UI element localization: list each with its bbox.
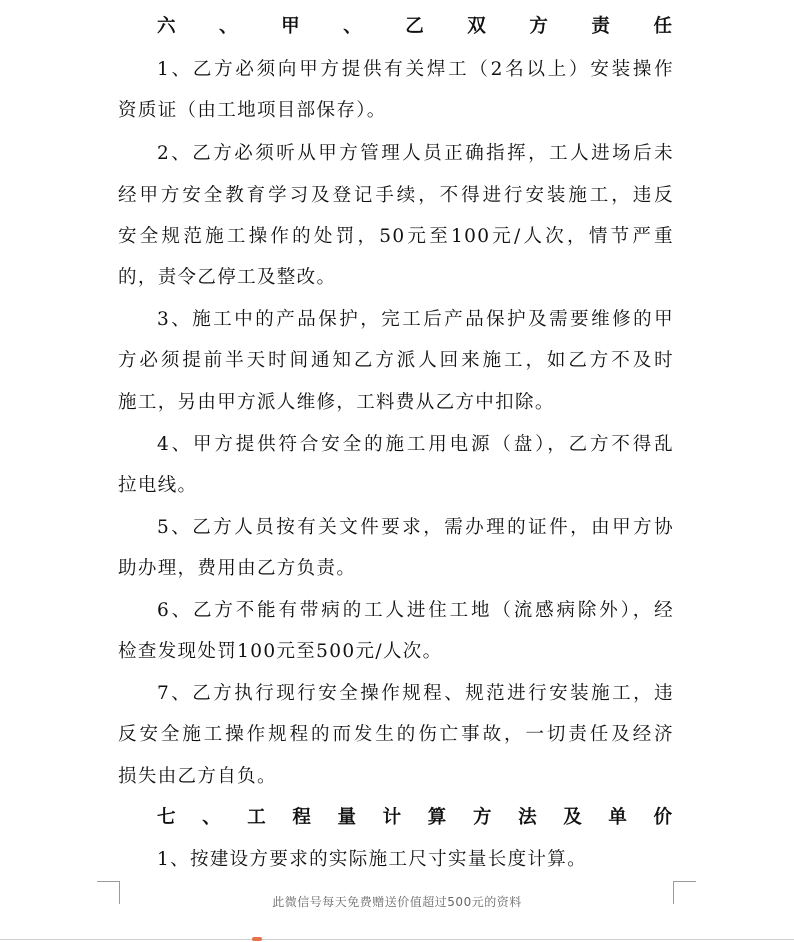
- paragraph-line: 1、按建设方要求的实际施工尺寸实量长度计算。: [157, 849, 587, 870]
- paragraph-line: 损失由乙方自负。: [118, 766, 277, 787]
- footer-note: 此微信号每天免费赠送价值超过500元的资料: [272, 895, 522, 909]
- page-bottom-divider: [0, 939, 794, 940]
- paragraph-line: 助办理，费用由乙方负责。: [118, 558, 357, 579]
- section-7-heading: 七、工程量计算方法及单价: [157, 807, 674, 828]
- paragraph-line: 2、乙方必须听从甲方管理人员正确指挥，工人进场后未: [157, 143, 674, 164]
- logo-fragment-icon: [252, 937, 262, 941]
- paragraph-line: 检查发现处罚100元至500元/人次。: [118, 641, 443, 662]
- paragraph-line: 的，责令乙停工及整改。: [118, 267, 337, 288]
- paragraph-line: 安全规范施工操作的处罚，50元至100元/人次，情节严重: [118, 226, 674, 247]
- paragraph-line: 方必须提前半天时间通知乙方派人回来施工，如乙方不及时: [118, 350, 674, 371]
- paragraph-line: 经甲方安全教育学习及登记手续，不得进行安装施工，违反: [118, 185, 674, 206]
- section-6-heading: 六、甲、乙双方责任: [157, 16, 674, 37]
- paragraph-line: 5、乙方人员按有关文件要求，需办理的证件，由甲方协: [157, 517, 674, 538]
- paragraph-line: 反安全施工操作规程的而发生的伤亡事故，一切责任及经济: [118, 724, 674, 745]
- paragraph-line: 1、乙方必须向甲方提供有关焊工（2名以上）安装操作: [157, 59, 674, 80]
- paragraph-line: 4、甲方提供符合安全的施工用电源（盘），乙方不得乱: [157, 434, 674, 455]
- paragraph-line: 3、施工中的产品保护，完工后产品保护及需要维修的甲: [157, 309, 674, 330]
- paragraph-line: 7、乙方执行现行安全操作规程、规范进行安装施工，违: [157, 683, 674, 704]
- paragraph-line: 6、乙方不能有带病的工人进住工地（流感病除外），经: [157, 600, 674, 621]
- paragraph-line: 资质证（由工地项目部保存）。: [118, 100, 387, 121]
- paragraph-line: 施工，另由甲方派人维修，工料费从乙方中扣除。: [118, 392, 555, 413]
- paragraph-line: 拉电线。: [118, 475, 198, 496]
